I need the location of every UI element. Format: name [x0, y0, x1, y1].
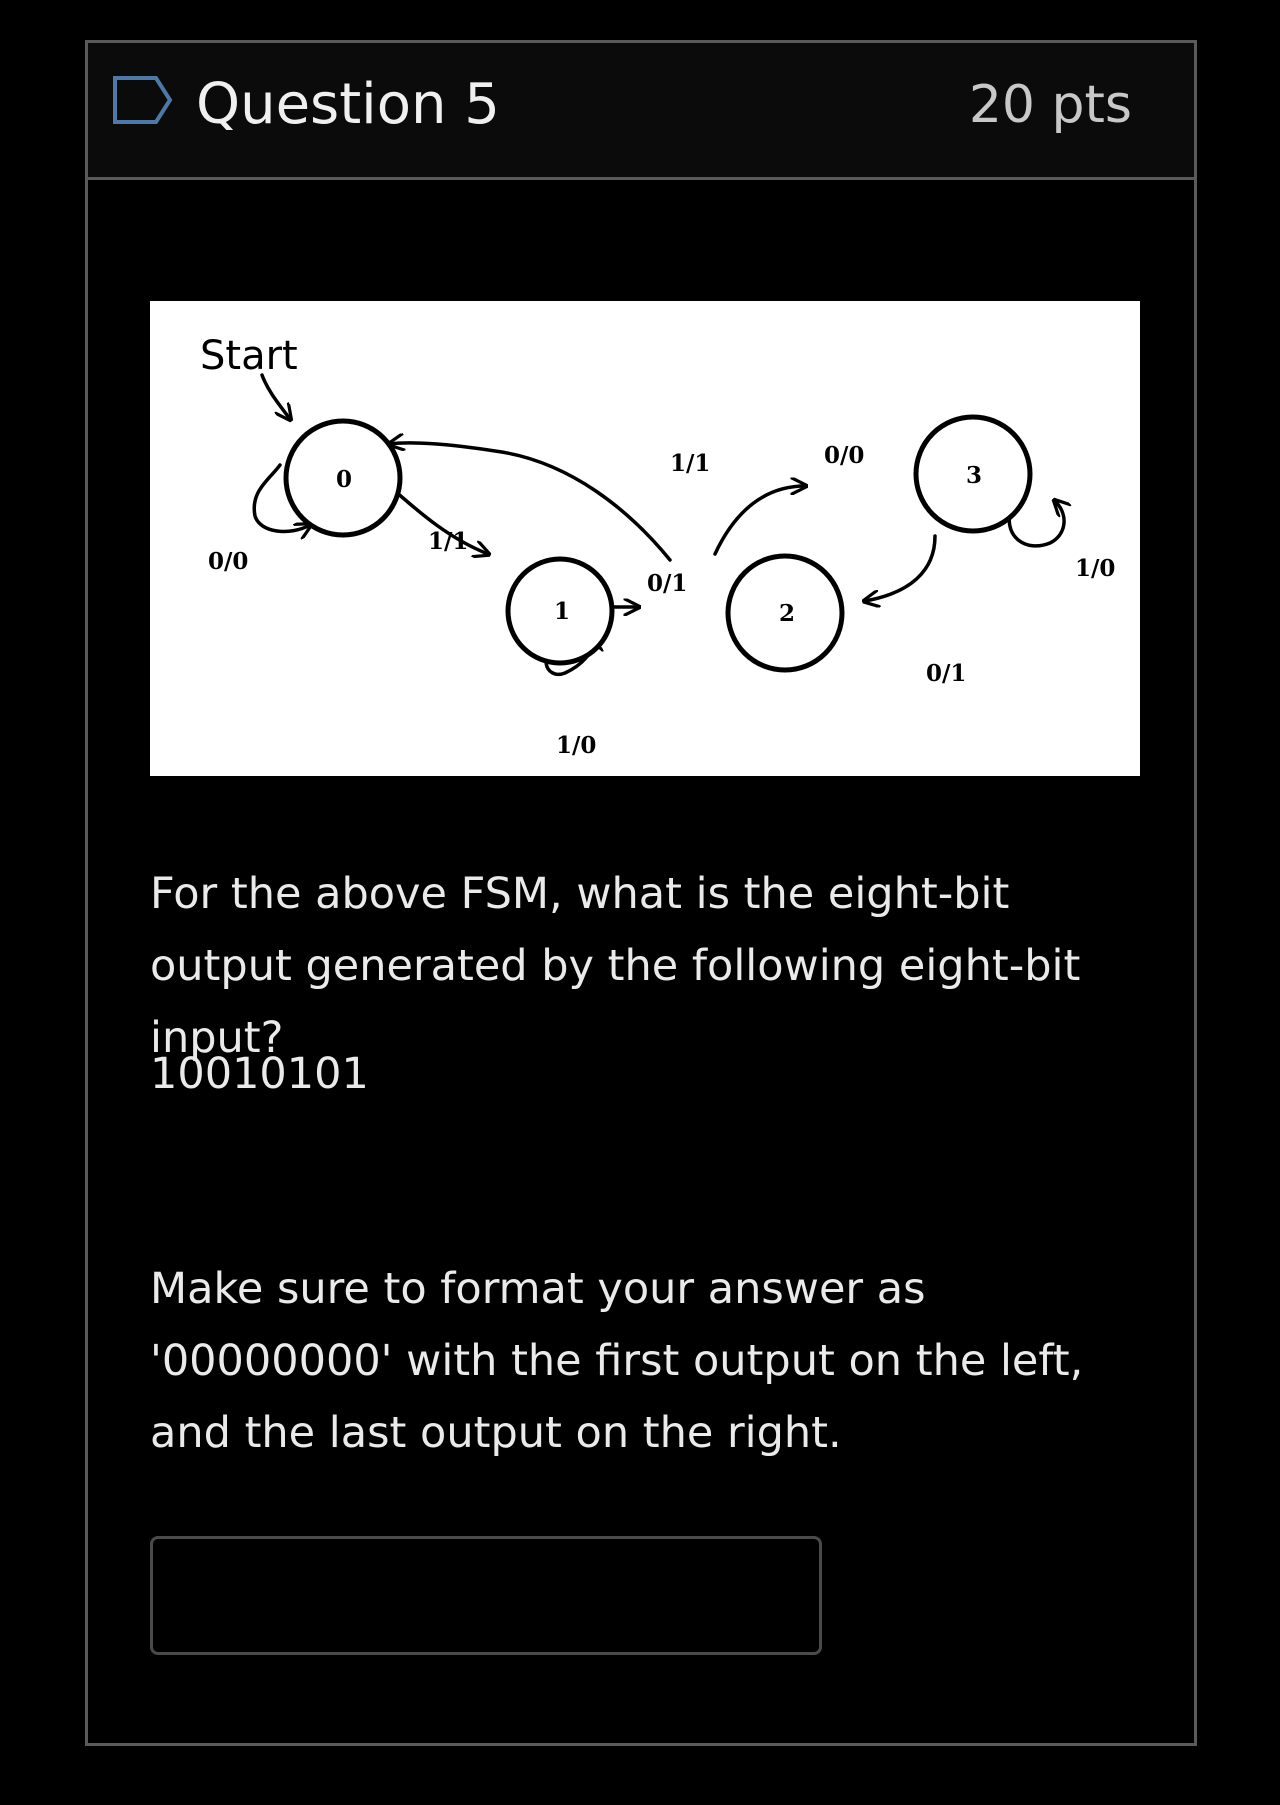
label-s2-to-s0: 1/1 — [670, 450, 711, 477]
state-2-label: 2 — [779, 600, 796, 627]
fsm-diagram-svg — [150, 301, 1140, 776]
state-3-label: 3 — [966, 462, 983, 489]
start-label: Start — [200, 333, 298, 379]
label-s1-to-s2: 0/1 — [647, 570, 688, 597]
state-1-label: 1 — [554, 598, 571, 625]
state-0-label: 0 — [336, 466, 353, 493]
question-title: Question 5 — [196, 72, 500, 137]
arrow-3-to-2 — [865, 536, 935, 601]
input-bits: 10010101 — [150, 1049, 369, 1099]
format-instructions: Make sure to format your answer as '00000000' with the first output on the left, and the last output on the right. — [150, 1264, 1084, 1458]
fsm-diagram — [150, 301, 1140, 776]
answer-input[interactable] — [150, 1536, 822, 1655]
question-header — [88, 43, 1194, 180]
label-s1-loop: 1/0 — [556, 732, 597, 759]
flag-icon[interactable] — [112, 75, 174, 125]
question-card — [85, 40, 1197, 1746]
label-s3-loop: 1/0 — [1075, 555, 1116, 582]
label-s0-loop: 0/0 — [208, 548, 249, 575]
label-s0-to-s1: 1/1 — [428, 528, 469, 555]
question-points: 20 pts — [968, 75, 1132, 135]
arrow-2-to-3 — [715, 486, 805, 554]
label-s3-to-s2: 0/1 — [926, 660, 967, 687]
label-s2-to-s3: 0/0 — [824, 442, 865, 469]
start-arrow — [262, 375, 290, 419]
question-prompt: For the above FSM, what is the eight-bit output generated by the following eight-bit input? — [150, 869, 1081, 1063]
